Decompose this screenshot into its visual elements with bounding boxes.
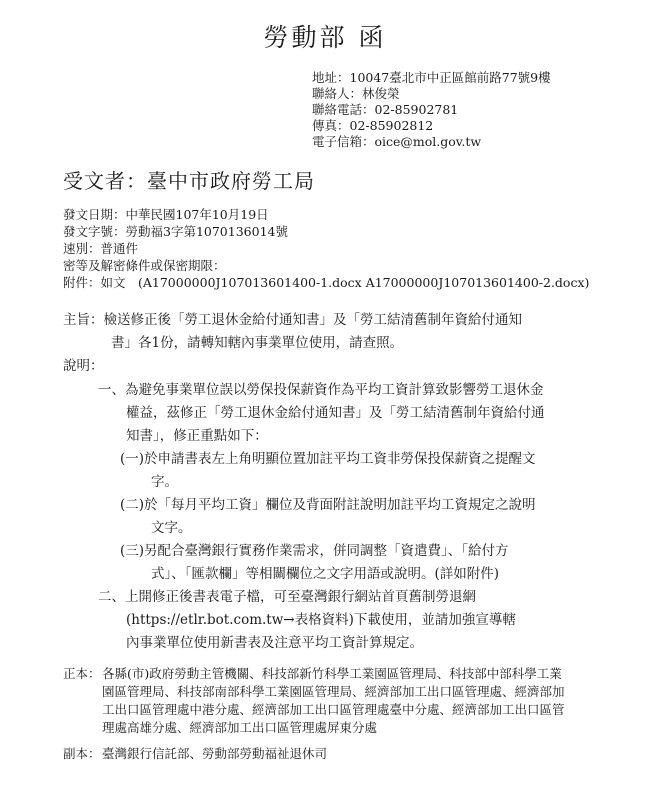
contact-email: 電子信箱：oice@mol.gov.tw bbox=[312, 134, 482, 149]
subject-line-2: 書」各1份，請轉知轄內事業單位使用，請查照。 bbox=[111, 335, 404, 351]
cc-label: 副本： bbox=[63, 746, 101, 761]
document-title: 勞動部 函 bbox=[263, 23, 387, 52]
speed-level: 速別：普通件 bbox=[63, 241, 139, 256]
copies-line: 園區管理局、科技部南部科學工業園區管理局、經濟部加工出口區管理處、經濟部加 bbox=[102, 684, 565, 699]
cc-text: 臺灣銀行信託部、勞動部勞動福祉退休司 bbox=[102, 746, 328, 761]
copies-label: 正本： bbox=[63, 666, 101, 681]
copies-line: 各縣(市)政府勞動主管機關、科技部新竹科學工業園區管理局、科技部中部科學工業 bbox=[102, 666, 562, 681]
copies-line: 工出口區管理處中港分處、經濟部加工出口區管理處臺中分處、經濟部加工出口區管 bbox=[102, 702, 565, 717]
attachments: 附件：如文 (A17000000J107013601400-1.docx A17000000J107013601400-2.docx) bbox=[63, 275, 590, 290]
explanation-subitem-2-cont: 文字。 bbox=[151, 520, 192, 536]
explanation-subitem-3-cont: 式」、「匯款欄」等相關欄位之文字用語或說明。(詳如附件) bbox=[151, 566, 500, 582]
contact-fax: 傳真：02-85902812 bbox=[312, 118, 434, 133]
recipient: 受文者：臺中市政府勞工局 bbox=[63, 169, 315, 193]
contact-person: 聯絡人：林俊榮 bbox=[312, 86, 400, 101]
explanation-subitem-3: (三)另配合臺灣銀行實務作業需求，併同調整「資遣費」、「給付方 bbox=[120, 543, 509, 559]
explanation-subitem-2: (二)於「每月平均工資」欄位及背面附註說明加註平均工資規定之說明 bbox=[120, 497, 536, 513]
subject-line-1: 主旨：檢送修正後「勞工退休金給付通知書」及「勞工結清舊制年資給付通知 bbox=[63, 312, 522, 328]
document-number: 發文字號：勞動福3字第1070136014號 bbox=[63, 224, 288, 239]
explanation-item-2: 二、上開修正後書表電子檔，可至臺灣銀行網站首頁舊制勞退網 bbox=[98, 589, 476, 605]
explanation-subitem-1-cont: 字。 bbox=[151, 474, 178, 490]
contact-phone: 聯絡電話：02-85902781 bbox=[312, 102, 459, 117]
copies-line: 理處高雄分處、經濟部加工出口區管理處屏東分處 bbox=[102, 720, 378, 735]
contact-address: 地址：10047臺北市中正區館前路77號9樓 bbox=[312, 70, 551, 85]
issue-date: 發文日期：中華民國107年10月19日 bbox=[63, 207, 269, 222]
explanation-item-1-cont: 權益，茲修正「勞工退休金給付通知書」及「勞工結清舊制年資給付通 bbox=[126, 405, 545, 421]
explanation-item-1-cont: 知書」，修正重點如下： bbox=[126, 428, 268, 444]
explanation-subitem-1: (一)於申請書表左上角明顯位置加註平均工資非勞保投保薪資之提醒文 bbox=[120, 451, 536, 467]
explanation-item-2-cont: 內事業單位使用新書表及注意平均工資計算規定。 bbox=[126, 635, 423, 651]
explanation-item-2-cont: (https://etlr.bot.com.tw→表格資料)下載使用，並請加強宣導轄 bbox=[126, 612, 516, 628]
explanation-item-1: 一、為避免事業單位誤以勞保投保薪資作為平均工資計算致影響勞工退休金 bbox=[98, 382, 544, 398]
security-level: 密等及解密條件或保密期限： bbox=[63, 258, 226, 273]
explanation-label: 說明： bbox=[63, 358, 104, 374]
